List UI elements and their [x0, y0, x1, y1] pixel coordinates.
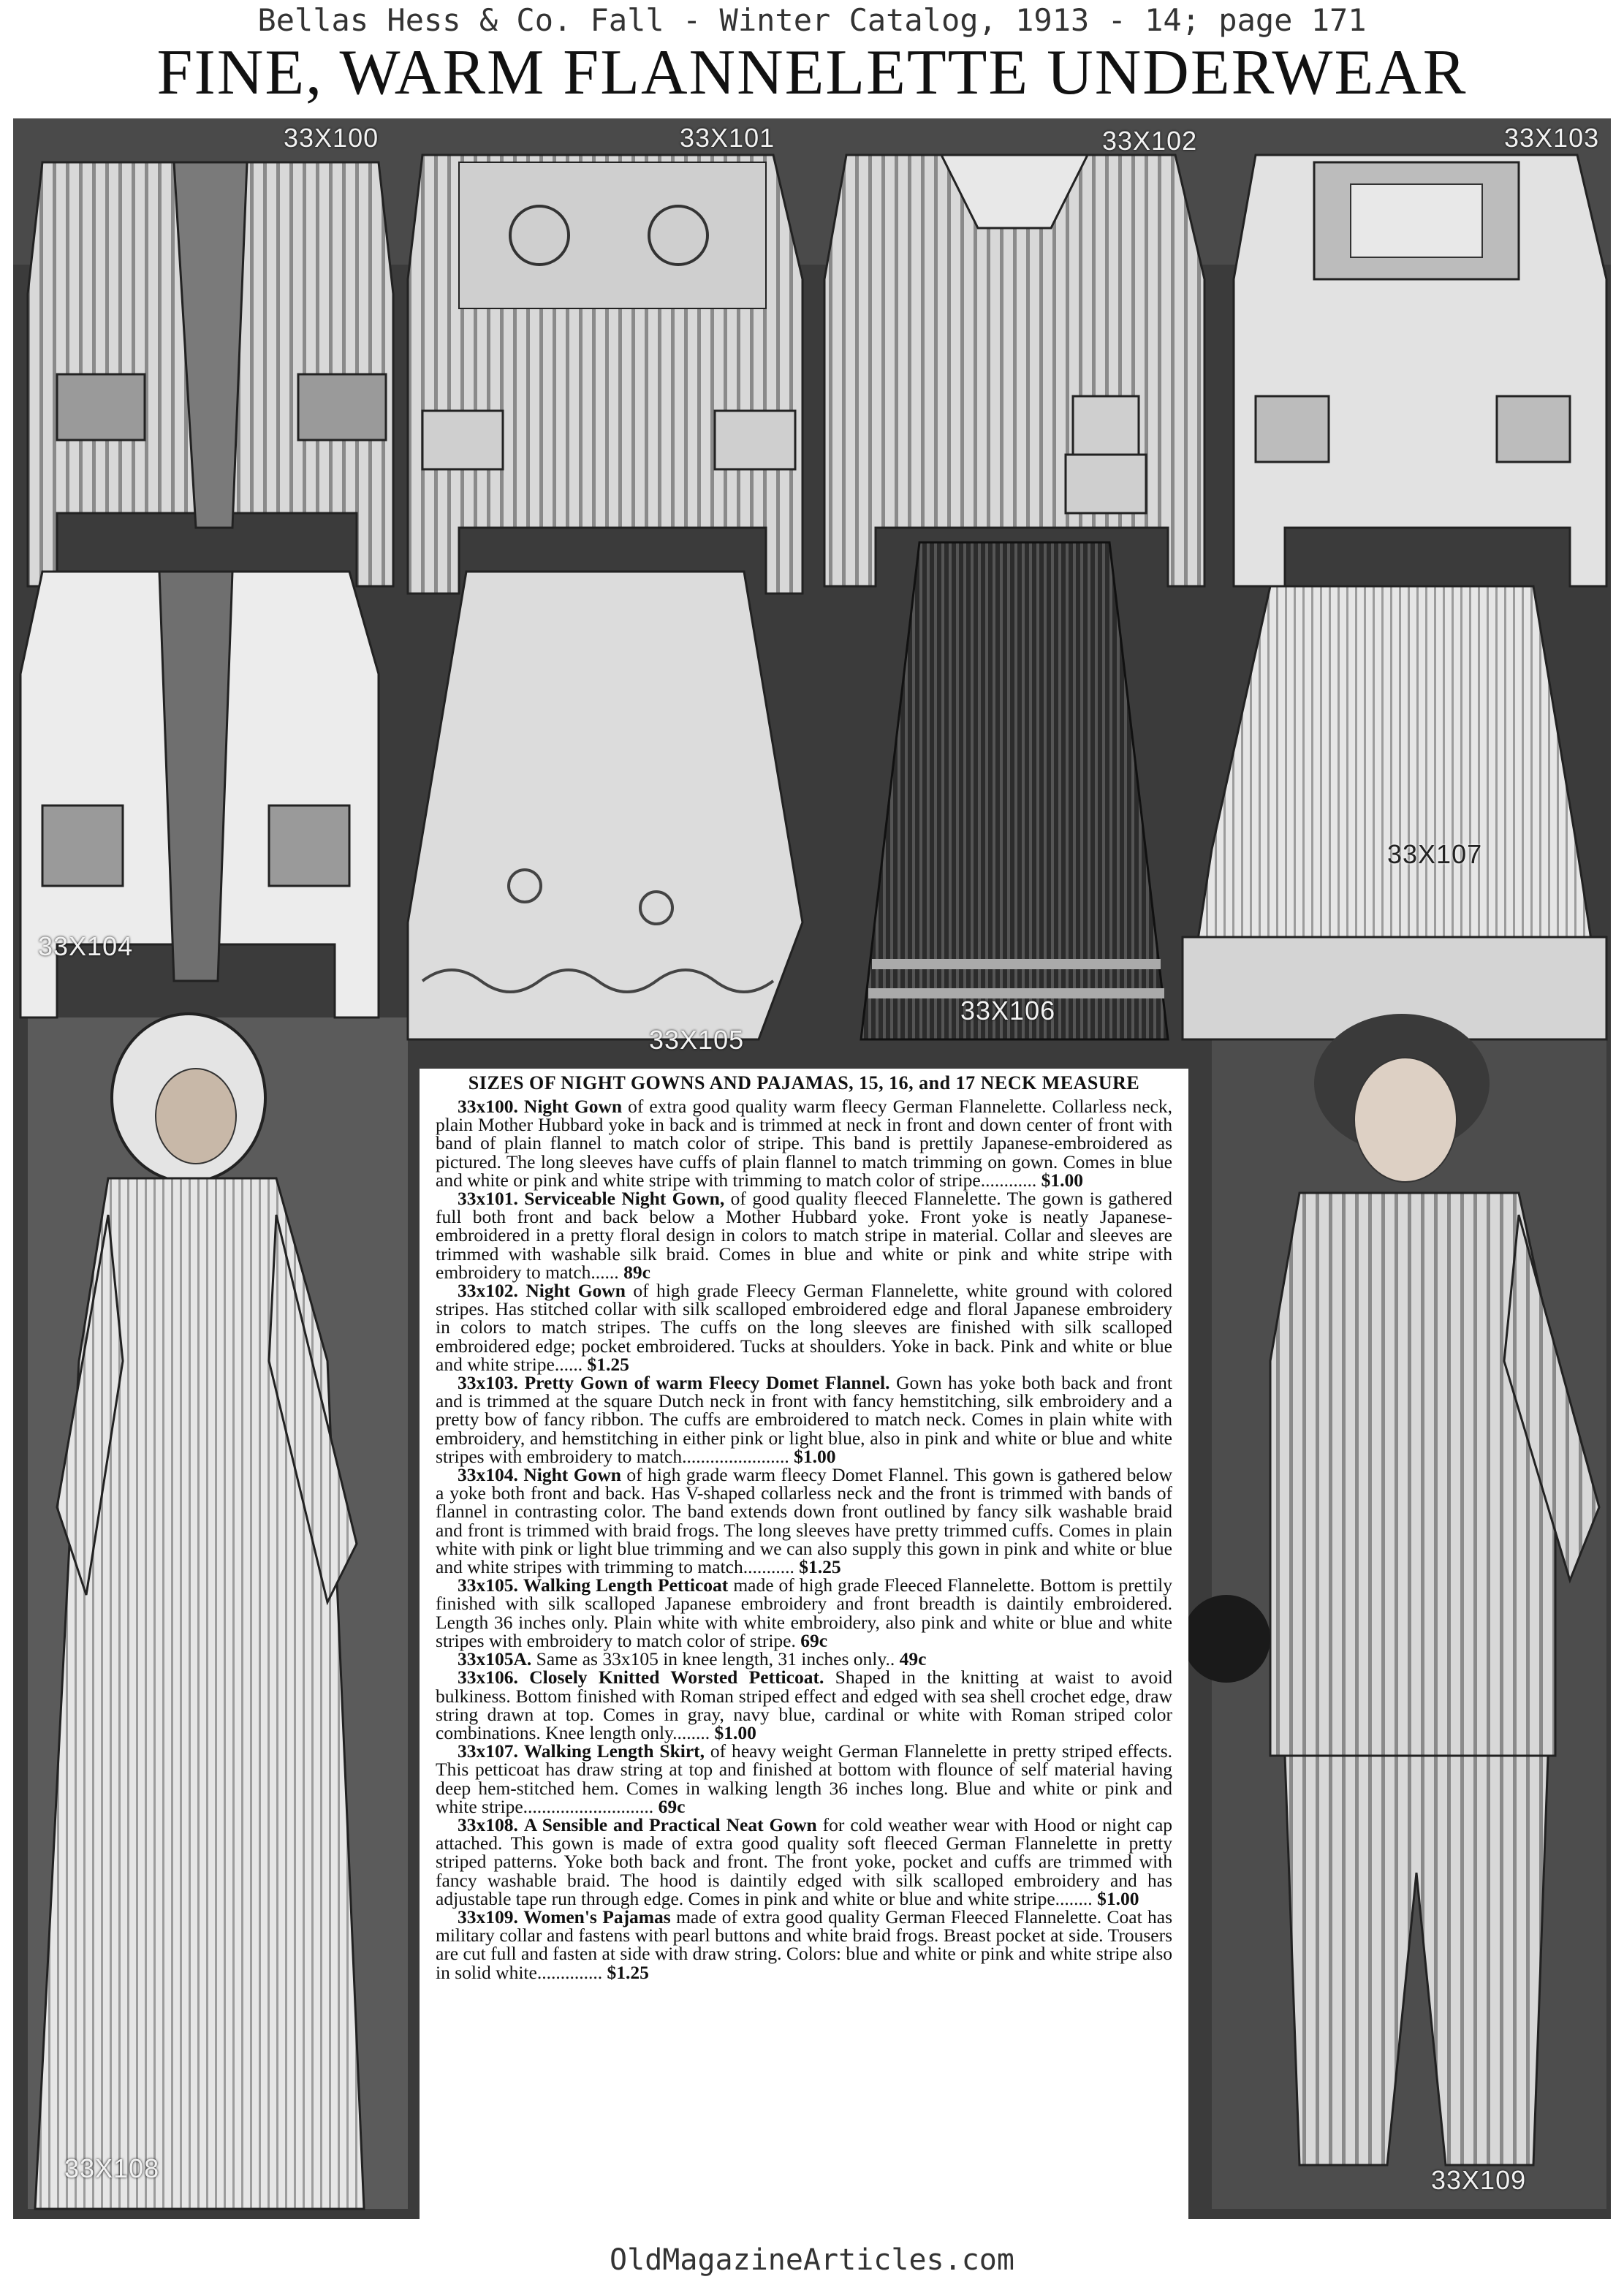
label-33x106: 33X106: [960, 996, 1056, 1026]
product-price: $1.00: [714, 1721, 756, 1743]
product-price: $1.00: [1097, 1887, 1139, 1909]
product-code: 33x106.: [458, 1667, 518, 1688]
product-description: [436, 1576, 1172, 1650]
label-33x109: 33X109: [1431, 2165, 1527, 2195]
label-33x103: 33X103: [1504, 123, 1600, 153]
product-name: Walking Length Skirt,: [523, 1740, 705, 1762]
product-code: 33x105.: [458, 1574, 518, 1596]
product-code: 33x105A.: [458, 1648, 532, 1670]
gown-33x103: [1234, 155, 1606, 586]
product-description: [436, 1373, 1172, 1466]
site-credit: OldMagazineArticles.com: [610, 2243, 1014, 2277]
product-details: Shaped in the knitting at waist to avoid bulkiness. Bottom finished with Roman striped effect and edged with sea shell crochet edge, draw string drawn at top. Comes in gray, navy blue, cardinal or white with Roman striped color combinations. Knee length only........: [436, 1667, 1173, 1743]
product-code: 33x109.: [458, 1906, 518, 1927]
product-details: of heavy weight German Flannelette in pretty striped effects. This petticoat has draw string at top and finished at bottom with flounce of self material having deep hem-stitched hem. Comes in walking length 36 inches long. Blue and white or pink and white stripe............................: [436, 1740, 1172, 1817]
product-description: [436, 1650, 1172, 1668]
description-panel: [420, 1069, 1188, 2253]
product-description: [436, 1742, 1172, 1816]
petticoat-33x105: [408, 572, 802, 1039]
product-description: [436, 1813, 1173, 1909]
product-price: $1.25: [607, 1961, 649, 1983]
product-description: [436, 1189, 1172, 1281]
label-33x107: 33X107: [1387, 839, 1483, 869]
sizes-heading: SIZES OF NIGHT GOWNS AND PAJAMAS, 15, 16, and 17 NECK MEASURE: [468, 1072, 1140, 1093]
product-name: Closely Knitted Worsted Petticoat.: [529, 1667, 824, 1688]
product-name: A Sensible and Practical Neat Gown: [523, 1813, 817, 1835]
product-details: of high grade Fleecy German Flannelette, white ground with colored stripes. Has stitched collar with silk scalloped embroidered edge and floral Japanese embroidery in colors to match stripes. The cuffs on the long sleeves are finished with silk scalloped embroidered edge; pocket embroidered. Tucks at shoulders. Yoke in back. Pink and white or blue and white stripe......: [436, 1280, 1173, 1375]
label-33x108: 33X108: [64, 2153, 160, 2183]
product-description: [436, 1908, 1172, 1982]
product-details: of good quality fleeced Flannelette. The gown is gathered full both front and back below a Mother Hubbard yoke. Front yoke is neatly Japanese-embroidered in a pretty floral design in colors to match stripe in material. Collar and sleeves are trimmed with washable silk braid. Comes in blue and white or pink and white stripe with embroidery to match......: [436, 1188, 1172, 1283]
product-price: $1.00: [794, 1445, 836, 1467]
product-code: 33x100.: [458, 1096, 518, 1117]
product-code: 33x103.: [458, 1372, 518, 1394]
product-details: for cold weather wear with Hood or night cap attached. This gown is made of extra good quality soft fleeced German Flannelette in pretty striped patterns. Yoke both back and front. The front yoke, pocket and cuffs are trimmed with fancy washable braid. The hood is daintily edged with silk scalloped embroidery and has adjustable tape run through edge. Comes in pink and white or blue and white stripe........: [436, 1813, 1173, 1909]
product-details: Same as 33x105 in knee length, 31 inches only..: [536, 1648, 895, 1670]
product-description: [436, 1281, 1172, 1373]
product-code: 33x102.: [458, 1280, 518, 1302]
catalog-header: Bellas Hess & Co. Fall - Winter Catalog, 1913 - 14; page 171: [257, 2, 1367, 38]
product-name: Serviceable Night Gown,: [524, 1188, 725, 1210]
product-price: $1.00: [1041, 1169, 1083, 1191]
product-code: 33x101.: [458, 1188, 518, 1210]
product-price: $1.25: [799, 1556, 841, 1578]
product-price: 69c: [658, 1795, 686, 1817]
product-name: Night Gown: [525, 1280, 626, 1302]
item-list: [436, 1097, 1172, 1982]
label-33x102: 33X102: [1102, 126, 1198, 156]
label-33x101: 33X101: [680, 123, 775, 153]
product-details: Gown has yoke both back and front and is trimmed at the square Dutch neck in front with fancy hemstitching, silk embroidery and a pretty bow of fancy ribbon. The cuffs are embroidered to match neck. Comes in plain white with embroidery, and hemstitching in either pink or light blue, also in pink and white or blue and white stripes with embroidery to match.......................: [436, 1372, 1172, 1467]
product-price: 69c: [800, 1629, 828, 1651]
product-name: Pretty Gown of warm Fleecy Domet Flannel.: [524, 1372, 890, 1394]
product-code: 33x108.: [458, 1813, 518, 1835]
product-name: Night Gown: [523, 1464, 621, 1486]
product-name: Women's Pajamas: [523, 1906, 671, 1927]
product-details: of high grade warm fleecy Domet Flannel. This gown is gathered below a yoke both front and back. Has V-shaped collarless neck and the front is trimmed with bands of flannel in contrasting color. The band extends down front outlined by fancy silk washable braid and front is trimmed with braid frogs. The long sleeves have pretty trimmed cuffs. Comes in plain white with pink or light blue trimming and we can also supply this gown in pink and white or blue and white stripes with trimming to match...........: [436, 1464, 1172, 1578]
product-details: of extra good quality warm fleecy German Flannelette. Collarless neck, plain Mother Hubbard yoke in back and is trimmed at neck in front and down center of front with band of plain flannel to match color of stripe. This band is prettily Japanese-embroidered as pictured. The long sleeves have cuffs of plain flannel to match trimming on gown. Comes in blue and white or pink and white stripe with trimming to match color of stripe............: [436, 1096, 1172, 1191]
label-33x105: 33X105: [649, 1025, 745, 1055]
label-33x104: 33X104: [38, 931, 134, 961]
product-name: Night Gown: [523, 1096, 623, 1117]
page-title: FINE, WARM FLANNELETTE UNDERWEAR: [156, 37, 1468, 108]
product-description: [436, 1466, 1172, 1576]
product-code: 33x107.: [458, 1740, 518, 1762]
product-price: $1.25: [587, 1353, 629, 1375]
gown-33x102: [824, 155, 1204, 586]
product-code: 33x104.: [458, 1464, 518, 1486]
product-details: made of extra good quality German Fleeced Flannelette. Coat has military collar and fastens with pearl buttons and white braid frogs. Breast pocket at side. Trousers are cut full and fasten at side with draw string. Colors: blue and white or pink and white stripe also in solid white..............: [436, 1906, 1173, 1983]
label-33x100: 33X100: [284, 123, 379, 153]
product-details: made of high grade Fleeced Flannelette. Bottom is prettily finished with silk scalloped Japanese embroidery and front breadth is daintily embroidered. Length 36 inches only. Plain white with white embroidery, also pink and white or blue and white stripes with embroidery to match color of stripe.: [436, 1574, 1173, 1651]
gown-33x101: [408, 155, 802, 594]
product-price: 49c: [899, 1648, 927, 1670]
product-description: [436, 1097, 1172, 1189]
product-name: Walking Length Petticoat: [523, 1574, 729, 1596]
product-description: [436, 1668, 1172, 1742]
product-price: 89c: [623, 1261, 650, 1283]
